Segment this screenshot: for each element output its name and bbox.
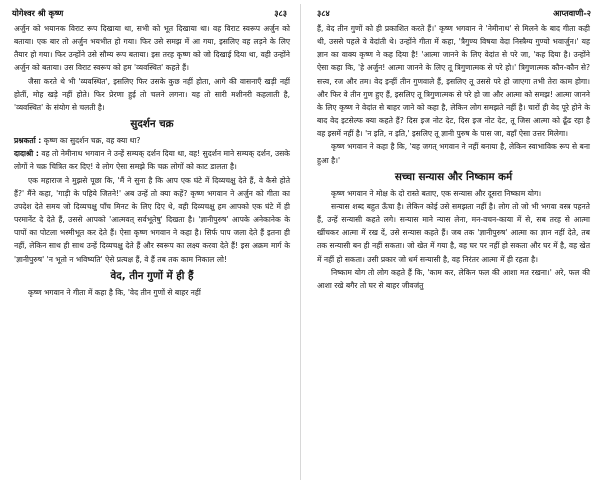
section-heading-vedas-three-gunas: वेद, तीन गुणों में ही हैं <box>110 269 194 282</box>
left-book-title: योगेश्वर श्री कृष्ण <box>12 8 64 18</box>
question-speaker: प्रश्नकर्ता : <box>14 136 42 146</box>
left-paragraph-1: अर्जुन को भयानक विराट रूप दिखाया था, सभी को भूत दिखाया था। वह विराट स्वरूप अर्जुन को बताया। एक बार तो अर्जुन भयभीत हो गया। फिर उसे समझ में आ गया, इसलिए वह लड़ने के लिए तैयार हो गया। फिर उन्होंने उसे सौम्य रूप बताया। इस तरह कृष्ण को जो दिखाई दिया था, वही उन्होंने अर्जुन को बताया। उस विराट स्वरूप को हम 'व्यवस्थित' कहते हैं। <box>14 24 290 73</box>
left-running-head <box>10 8 293 22</box>
page-gutter <box>300 4 301 480</box>
right-page-number: ३८४ <box>317 8 330 18</box>
answer-speaker: दादाश्री : <box>14 149 39 159</box>
right-paragraph-3: कृष्ण भगवान ने मोक्ष के दो रास्ते बताए, एक सन्यास और दूसरा निष्काम योग। <box>331 188 542 198</box>
right-running-head <box>313 8 593 22</box>
right-paragraph-4: सन्यास शब्द बहुत ऊँचा है। लेकिन कोई उसे समझता नहीं है। लोग तो जो भी भगवा वस्त्र पहनते हैं, उन्हें सन्यासी कहते लगे। सन्यास माने न्यास लेना, मन-वचन-काया में से, सब तरह से आत्मा खींचकर आत्मा में रख दें, उसे सन्यास कहते हैं। जब तक 'ज्ञानीपुरुष' आत्मा का ज्ञान नहीं देते, तब तक सन्यासी बन ही नहीं सकता। जो खेत में गया है, वह घर पर नहीं हो सकता और घर में है, वह खेत में नहीं हो सकता। उसी प्रकार जो धर्म सन्यासी है, वह निरंतर आत्मा में ही रहता है। <box>317 201 590 264</box>
right-book-title: आप्तवाणी-२ <box>553 8 591 18</box>
right-paragraph-1: हैं, वेद तीन गुणों को ही प्रकाशित करते हैं।' कृष्ण भगवान ने 'नेमीनाथ' से मिलने के बाद गीता कही थी, उससे पहले वे वेदांती थे। उन्होंने गीता में कहा, 'त्रैगुण्य विषया वेदा निस्त्रैग्य गुण्यो भवार्जुन।' यह ज्ञान का वाक्य कृष्ण ने कह दिया है! 'आत्मा जानने के लिए वेदांत से परे जा, 'कह दिया है। उन्होंने ऐसा कहा कि, 'हे अर्जुन! आत्मा जानने के लिए तू त्रिगुणात्मक से परे हो।' त्रिगुणात्मक कौन-कौन से? सत्त्व, रज और तम। वेद इन्हीं तीन गुणवाले हैं, इसलिए तू उससे परे हो जाएगा तभी तेरा काम होगा। और फिर वे तीन गुण हुए हैं, इसलिए तू त्रिगुणात्मक से परे हो जा और आत्मा को समझ! आत्मा जानने के लिए कृष्ण ने वेदांत से बाहर जाने को कहा है, लेकिन लोग समझते नहीं है। चारों ही वेद पूरे होने के बाद वेद इटसेल्फ क्या कहते हैं? दिस इज नोट देट, दिस इज नोट देट, तू जिस आत्मा को ढूँढ रहा है वह इसमें नहीं है। 'न इति, न इति,' इसलिए तू ज्ञानी पुरुष के पास जा, वहाँ ऐसा उत्तर मिलेगा। <box>317 24 590 139</box>
section-heading-sudarshan-chakra: सुदर्शन चक्र <box>130 118 174 131</box>
right-page-content <box>313 22 593 292</box>
answer-text: वह तो नेमीनाथ भगवान ने उन्हें सम्यक् दर्शन दिया था, वह! सुदर्शन माने सम्यक् दर्शन, उसके लोगों ने चक्र चित्रित कर दिए! वे लोग ऐसा समझे कि चक्र लोगों को काट डालता है। <box>14 149 290 172</box>
left-page-number: ३८३ <box>274 8 287 18</box>
left-paragraph-2: जैसा करते थे भी 'व्यवस्थित', इसलिए फिर उसके कुछ नहीं होता, आगे की वासनाएँ खड़ी नहीं होतीं, मोह खड़े नहीं होते। फिर प्रेरणा हुई तो चलने लगना। यह तो सारी मशीनरी कहलाती है, 'व्यवस्थित' के संयोग से चलती है। <box>14 76 290 112</box>
right-paragraph-5: निष्काम योग तो लोग कहते हैं कि, 'काम कर, लेकिन फल की आशा मत रखना।' अरे, फल की आशा रखे बगैर तो घर से बाहर जीवजंतु <box>317 267 590 290</box>
right-page <box>313 0 593 484</box>
left-paragraph-3: एक महाराज ने मुझसे पूछा कि, 'मैं ने सुना है कि आप एक घंटे में दिव्यचक्षु देते हैं, वे कैसे होते हैं?' मैंने कहा, 'गाड़ी के पहिये जितने!' अब उन्हें तो क्या कहें? कृष्ण भगवान ने अर्जुन को गीता का उपदेश देते समय जो दिव्यचक्षु पाँच मिनट के लिए दिए थे, वही दिव्यचक्षु हम आपको एक घंटे में ही परमानेंट दे देते हैं, उससे आपको 'आत्मवत् सर्वभूतेषु' दिखता है। 'ज्ञानीपुरुष' आपके अनेकानेक के पापों का पोटला भस्मीभूत कर देते हैं। ऐसा कृष्ण भगवान ने कहा है। सिर्फ पाप जला देते हैं इतना ही नहीं, लेकिन साथ ही साथ उन्हें दिव्यचक्षु देते हैं और स्वरूप का लक्ष्य करवा देते हैं! इस अक्रम मार्ग के 'ज्ञानीपुरुष' 'न भूतो न भविष्यति' ऐसे प्रत्यक्ष हैं, वे हैं तब तक काम निकाल लो! <box>14 175 290 264</box>
right-paragraph-2: कृष्ण भगवान ने कहा है कि, 'यह जगत् भगवान ने नहीं बनाया है, लेकिन स्वाभाविक रूप से बना हुआ है।' <box>317 142 590 165</box>
left-page-content <box>10 22 293 299</box>
question-block <box>14 134 290 147</box>
answer-block <box>14 147 290 173</box>
section-heading-true-sannyas: सच्चा सन्यास और निष्काम कर्म <box>394 170 513 183</box>
left-paragraph-4: कृष्ण भगवान ने गीता में कहा है कि, 'वेद तीन गुणों से बाहर नहीं <box>28 287 201 297</box>
question-text: कृष्ण का सुदर्शन चक्र, वह क्या था? <box>43 136 141 146</box>
left-page <box>10 0 293 484</box>
